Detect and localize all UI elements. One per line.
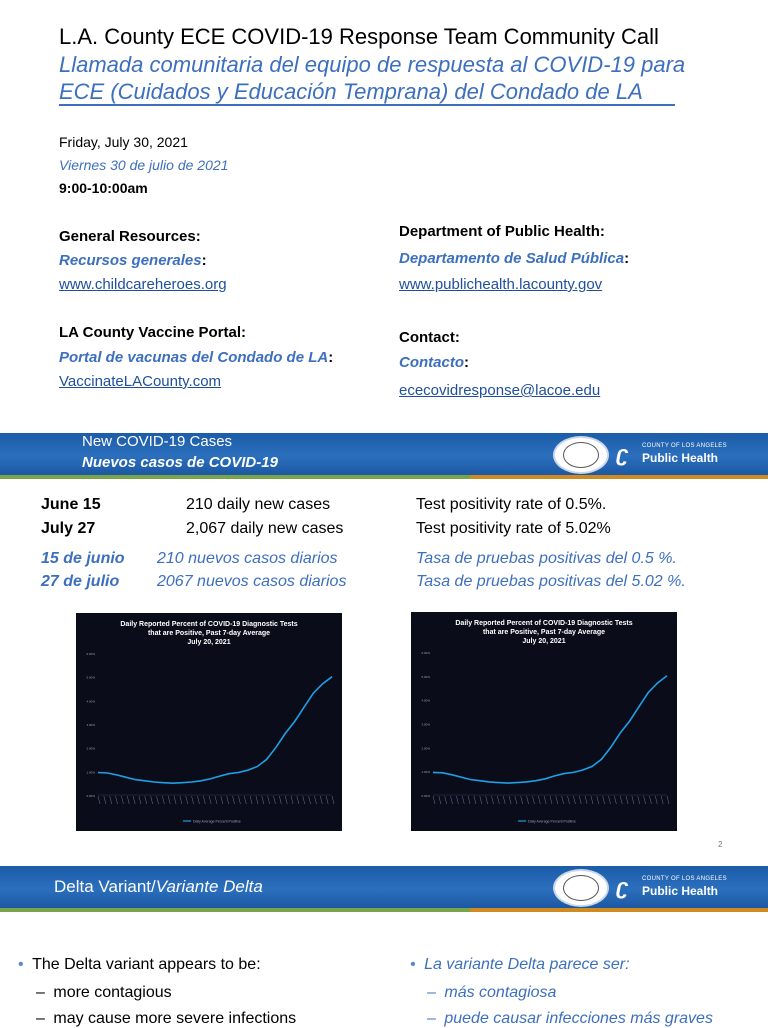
chart-title-line: Daily Reported Percent of COVID-19 Diagnostic Tests [120,621,298,628]
public-health-logo-icon: ʗ COUNTY OF LOS ANGELES Public Health [616,874,727,899]
call-date-english: Friday, July 30, 2021 [59,134,188,150]
delta-variant-title-es: Variante Delta [155,877,263,896]
dash-icon: – [36,1010,45,1027]
x-tick-label [591,796,593,804]
y-tick-label: 6.00% [86,652,95,656]
x-tick-label [503,796,505,804]
x-tick-label [168,796,170,804]
x-tick-label [655,796,657,804]
x-tick-label [233,796,235,804]
x-tick-label [121,796,123,804]
stat-rate-1-es: Tasa de pruebas positivas del 0.5 %. [416,550,677,567]
y-tick-label: 4.00% [86,699,95,704]
delta-subitem-2-text-es: puede causar infecciones más graves [444,1010,713,1027]
delta-subitem-2 [36,1010,296,1028]
stat-date-2-es: 27 de julio [41,573,120,590]
x-tick-label [110,796,112,804]
logo-county-text: COUNTY OF LOS ANGELES [642,443,727,449]
county-seal-icon [553,436,609,474]
x-tick-label [433,796,435,804]
x-tick-label [291,796,293,804]
contact-heading-es [399,354,469,371]
x-tick-label [603,796,605,804]
x-tick-label [649,796,651,804]
x-tick-label [320,796,322,804]
x-tick-label [127,796,129,804]
stat-rate-2-es: Tasa de pruebas positivas del 5.02 %. [416,573,686,590]
public-health-heading: Department of Public Health: [399,223,605,240]
x-tick-label [297,796,299,804]
x-tick-label [480,796,482,804]
x-tick-label [274,796,276,804]
x-tick-label [497,796,499,804]
x-tick-label [456,796,458,804]
test-positivity-chart-english [76,613,342,831]
stat-date-1: June 15 [41,496,101,513]
x-tick-label [439,796,441,804]
x-tick-label [585,796,587,804]
x-tick-label [309,796,311,804]
new-cases-title: New COVID-19 Cases [82,433,233,450]
x-tick-label [326,796,328,804]
delta-subitem-1 [36,984,172,1002]
vaccine-portal-heading: LA County Vaccine Portal: [59,324,246,341]
x-tick-label [215,796,217,804]
x-tick-label [474,796,476,804]
x-tick-label [568,796,570,804]
x-tick-label [197,796,199,804]
public-health-heading-es [399,250,629,267]
x-tick-label [667,796,669,804]
x-tick-label [116,796,118,804]
x-tick-label [492,796,494,804]
x-tick-label [227,796,229,804]
colon: : [328,349,334,366]
y-tick-label: 2.00% [421,746,430,751]
general-resources-label-es: Recursos generales [59,252,202,269]
x-tick-label [332,796,334,804]
general-resources-heading [59,228,201,245]
x-tick-label [579,796,581,804]
stat-cases-1: 210 daily new cases [186,496,331,513]
vaccine-portal-label-es: Portal de vacunas del Condado de LA [59,349,329,366]
stat-rate-1: Test positivity rate of 0.5%. [416,496,607,513]
colon: : [201,252,207,269]
x-tick-label [538,796,540,804]
x-tick-label [468,796,470,804]
x-tick-label [262,796,264,804]
x-tick-label [614,796,616,804]
positivity-series-line [98,677,332,784]
delta-lead-bullet [18,956,261,974]
delta-subitem-2-text: may cause more severe infections [53,1010,297,1027]
general-resources-label: General Resources [59,228,196,245]
x-tick-label [303,796,305,804]
delta-variant-title-en: Delta Variant/ [54,877,156,896]
x-tick-label [527,796,529,804]
x-tick-label [244,796,246,804]
legend-label: Daily Average Percent Positive [528,819,576,824]
y-tick-label: 0.00% [86,794,95,798]
delta-lead-bullet-es [410,956,630,974]
stat-cases-1-es: 210 nuevos casos diarios [157,550,338,567]
x-tick-label [544,796,546,804]
vaccine-portal-heading-es [59,349,333,366]
delta-subitem-1-text-es: más contagiosa [444,984,557,1001]
contact-heading: Contact: [399,329,460,346]
positivity-series-line [433,676,667,783]
x-tick-label [632,796,634,804]
x-tick-label [192,796,194,804]
x-tick-label [486,796,488,804]
x-tick-label [556,796,558,804]
x-tick-label [162,796,164,804]
x-tick-label [314,796,316,804]
x-tick-label [550,796,552,804]
x-tick-label [626,796,628,804]
x-tick-label [285,796,287,804]
bullet-dot-icon: • [410,956,416,973]
x-tick-label [573,796,575,804]
test-positivity-chart-spanish [411,612,677,831]
stat-cases-2-es: 2067 nuevos casos diarios [157,573,347,590]
stat-cases-2: 2,067 daily new cases [186,520,344,537]
x-tick-label [532,796,534,804]
page-number: 2 [718,840,723,849]
general-resources-heading-es [59,252,207,269]
y-tick-label: 3.00% [86,723,95,727]
call-time: 9:00-10:00am [59,180,148,196]
colon: : [624,250,630,267]
x-tick-label [661,796,663,804]
stat-date-2: July 27 [41,520,96,537]
colon: : [464,354,469,371]
new-cases-title-es: Nuevos casos de COVID-19 [82,454,278,471]
logo-county-text: COUNTY OF LOS ANGELES [642,876,727,882]
logo-public-health-text: Public Health [642,451,719,465]
x-tick-label [515,796,517,804]
chart-title-line: July 20, 2021 [522,638,566,645]
x-tick-label [509,796,511,804]
x-tick-label [462,796,464,804]
public-health-link[interactable]: www.publichealth.lacounty.gov [399,276,603,293]
x-tick-label [186,796,188,804]
y-tick-label: 2.00% [86,746,95,751]
stat-rate-2: Test positivity rate of 5.02% [416,520,611,537]
x-tick-label [256,796,258,804]
bullet-dot-icon: • [18,956,24,973]
dash-icon: – [427,1010,436,1027]
chart-title-line: July 20, 2021 [187,639,231,646]
x-tick-label [521,796,523,804]
county-seal-icon [553,869,609,907]
x-tick-label [268,796,270,804]
dash-icon: – [36,984,45,1001]
x-tick-label [562,796,564,804]
x-tick-label [250,796,252,804]
chart-title-line: that are Positive, Past 7-day Average [147,630,271,637]
delta-variant-header-bar [0,866,768,908]
x-tick-label [151,796,153,804]
header-accent-line [0,475,768,479]
x-tick-label [133,796,135,804]
delta-variant-title [54,877,263,897]
delta-lead-text-es: La variante Delta parece ser: [424,956,630,973]
delta-subitem-1-text: more contagious [53,984,172,1001]
childcareheroes-link[interactable]: www.childcareheroes.org [59,276,227,293]
x-tick-label [157,796,159,804]
colon: : [195,228,201,245]
x-tick-label [609,796,611,804]
x-tick-label [203,796,205,804]
contact-email-link[interactable]: ececovidresponse@lacoe.edu [399,382,601,399]
call-title-spanish: Llamada comunitaria del equipo de respuesta al COVID-19 para ECE (Cuidados y Educación Temprana) del Condado de LA [59,52,686,104]
dash-icon: – [427,984,436,1001]
x-tick-label [139,796,141,804]
x-tick-label [221,796,223,804]
x-tick-label [238,796,240,804]
x-tick-label [445,796,447,804]
x-tick-label [638,796,640,804]
y-tick-label: 1.00% [86,770,95,775]
y-tick-label: 0.00% [421,794,430,798]
x-tick-label [98,796,100,804]
new-cases-header-bar [0,433,768,475]
call-date-spanish: Viernes 30 de julio de 2021 [59,157,229,173]
x-tick-label [209,796,211,804]
header-accent-line [0,908,768,912]
x-tick-label [104,796,106,804]
y-tick-label: 5.00% [86,675,95,680]
call-title-english: L.A. County ECE COVID-19 Response Team Community Call [59,24,659,49]
x-tick-label [644,796,646,804]
y-tick-label: 1.00% [421,770,430,775]
x-tick-label [145,796,147,804]
y-tick-label: 4.00% [421,698,430,703]
y-tick-label: 3.00% [421,722,430,727]
x-tick-label [451,796,453,804]
x-tick-label [174,796,176,804]
contact-label-es: Contacto [399,354,464,371]
legend-label: Daily Average Percent Positive [193,819,241,824]
x-tick-label [279,796,281,804]
title-underline [59,104,675,106]
x-tick-label [597,796,599,804]
logo-public-health-text: Public Health [642,884,719,898]
vaccinate-la-county-link[interactable]: VaccinateLACounty.com [59,373,222,390]
y-tick-label: 5.00% [421,674,430,679]
x-tick-label [180,796,182,804]
delta-subitem-1-es [427,984,556,1002]
public-health-logo-icon: ʗ COUNTY OF LOS ANGELES Public Health [616,441,727,466]
public-health-label-es: Departamento de Salud Pública [399,250,625,267]
delta-lead-text: The Delta variant appears to be: [32,956,261,973]
delta-subitem-2-es [427,1010,713,1028]
chart-title-line: that are Positive, Past 7-day Average [482,629,606,636]
x-tick-label [620,796,622,804]
chart-title-line: Daily Reported Percent of COVID-19 Diagnostic Tests [455,620,633,627]
y-tick-label: 6.00% [421,651,430,655]
stat-date-1-es: 15 de junio [41,550,125,567]
